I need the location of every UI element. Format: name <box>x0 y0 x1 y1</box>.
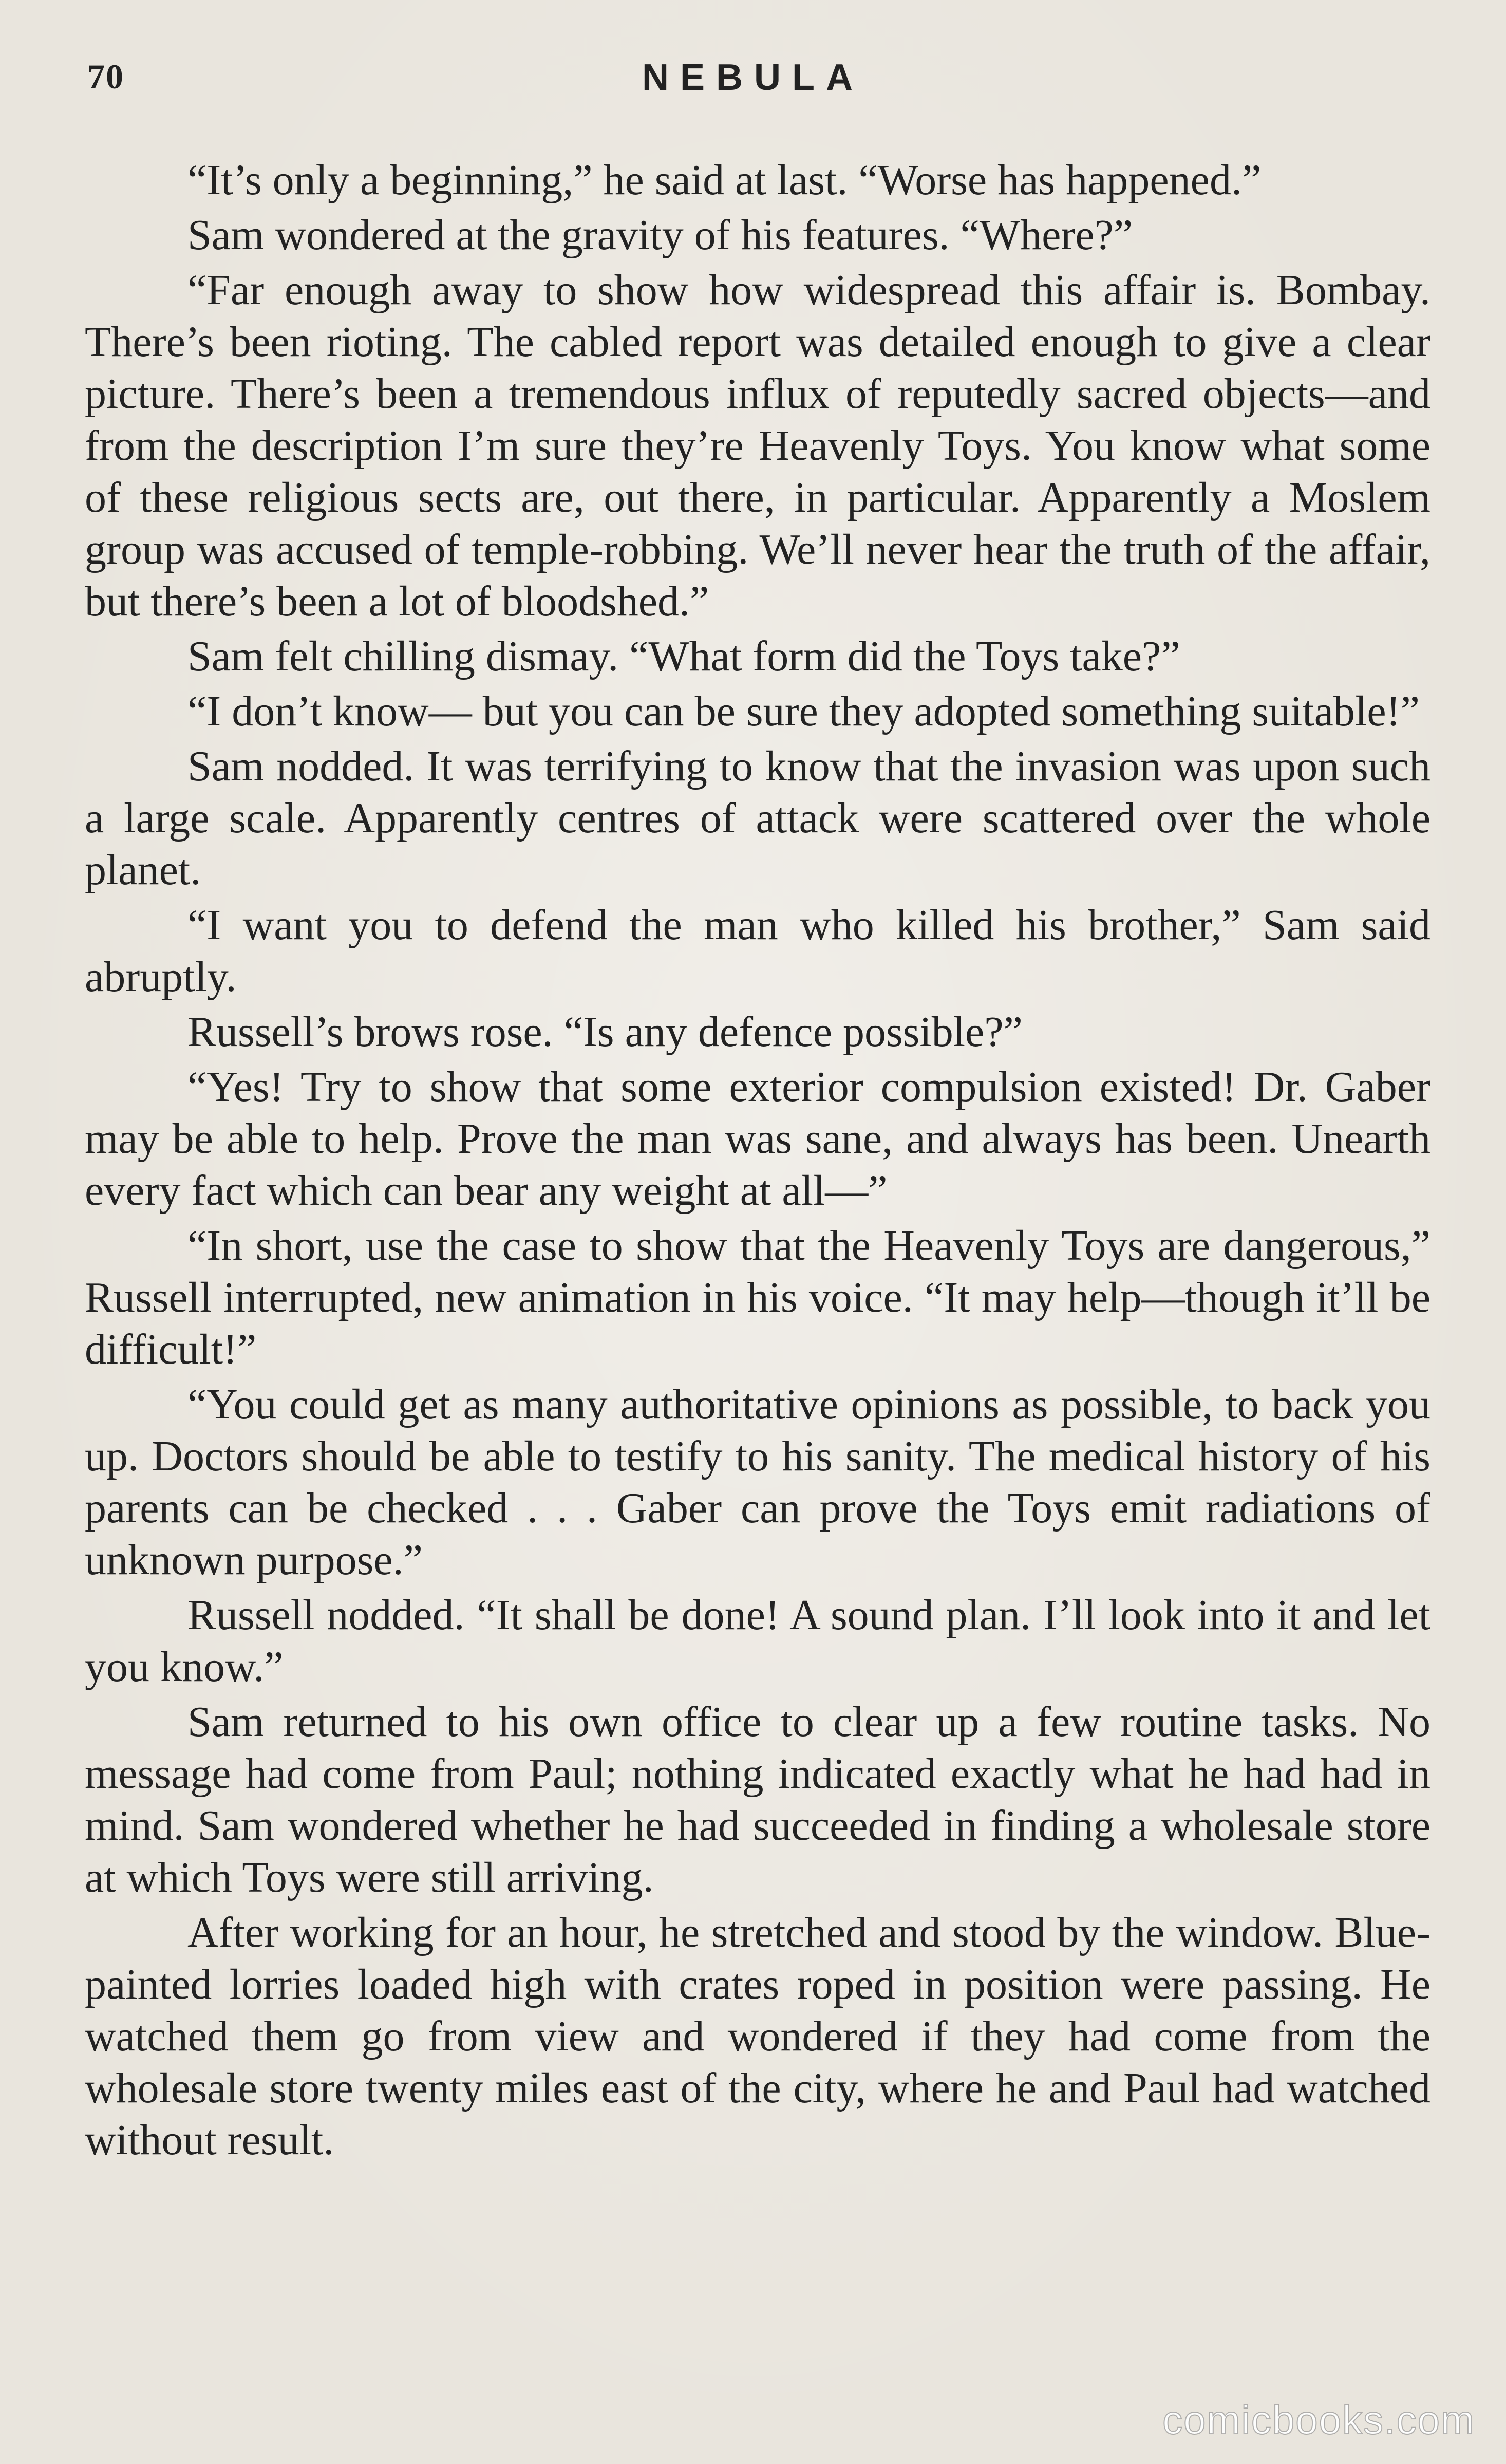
paragraph: “You could get as many authoritative opinions as possible, to back you up. Doctors should be able to testify to his sanity. The medical history of his parents can be checked . . . Gaber can prove the Toys emit radiations of unknown purpose.” <box>85 1380 1430 1584</box>
paragraph: “It’s only a beginning,” he said at last. “Worse has happened.” <box>187 156 1262 204</box>
body-text <box>85 154 1430 2169</box>
page-header <box>87 57 1419 113</box>
paragraph: Sam wondered at the gravity of his features. “Where?” <box>187 211 1133 259</box>
paragraph: “Yes! Try to show that some exterior compulsion existed! Dr. Gaber may be able to help. Prove the man was sane, and always has been. Unearth every fact which can bear any weight at all—” <box>85 1063 1430 1215</box>
paragraph: Russell’s brows rose. “Is any defence possible?” <box>187 1008 1023 1056</box>
paragraph: “I want you to defend the man who killed his brother,” Sam said abruptly. <box>85 901 1430 1001</box>
paragraph: Sam returned to his own office to clear up a few routine tasks. No message had come from Paul; nothing indicated exactly what he had had in mind. Sam wondered whether he had succeeded in finding a wholesale store at which Toys were still arriving. <box>85 1698 1430 1901</box>
paragraph: Sam felt chilling dismay. “What form did the Toys take?” <box>187 632 1180 680</box>
page-number: 70 <box>87 57 124 96</box>
watermark: comicbooks.com <box>1162 2397 1475 2442</box>
paragraph: “I don’t know— but you can be sure they adopted something suitable!” <box>187 687 1420 735</box>
running-title: NEBULA <box>642 57 864 98</box>
paragraph: Russell nodded. “It shall be done! A sound plan. I’ll look into it and let you know.” <box>85 1591 1430 1691</box>
paragraph: “In short, use the case to show that the Heavenly Toys are dangerous,” Russell interrupted, new animation in his voice. “It may help—though it’ll be difficult!” <box>85 1222 1430 1373</box>
paragraph: After working for an hour, he stretched and stood by the window. Blue-painted lorries loaded high with crates roped in position were passing. He watched them go from view and wondered if they had come from the wholesale store twenty miles east of the city, where he and Paul had watched without result. <box>85 1909 1430 2164</box>
paragraph: Sam nodded. It was terrifying to know that the invasion was upon such a large scale. Apparently centres of attack were scattered over the whole planet. <box>85 742 1430 894</box>
paragraph: “Far enough away to show how widespread this affair is. Bombay. There’s been rioting. The cabled report was detailed enough to give a clear picture. There’s been a tremendous influx of reputedly sacred objects—and from the description I’m sure they’re Heavenly Toys. You know what some of these religious sects are, out there, in particular. Apparently a Moslem group was accused of temple-robbing. We’ll never hear the truth of the affair, but there’s been a lot of bloodshed.” <box>85 266 1430 625</box>
